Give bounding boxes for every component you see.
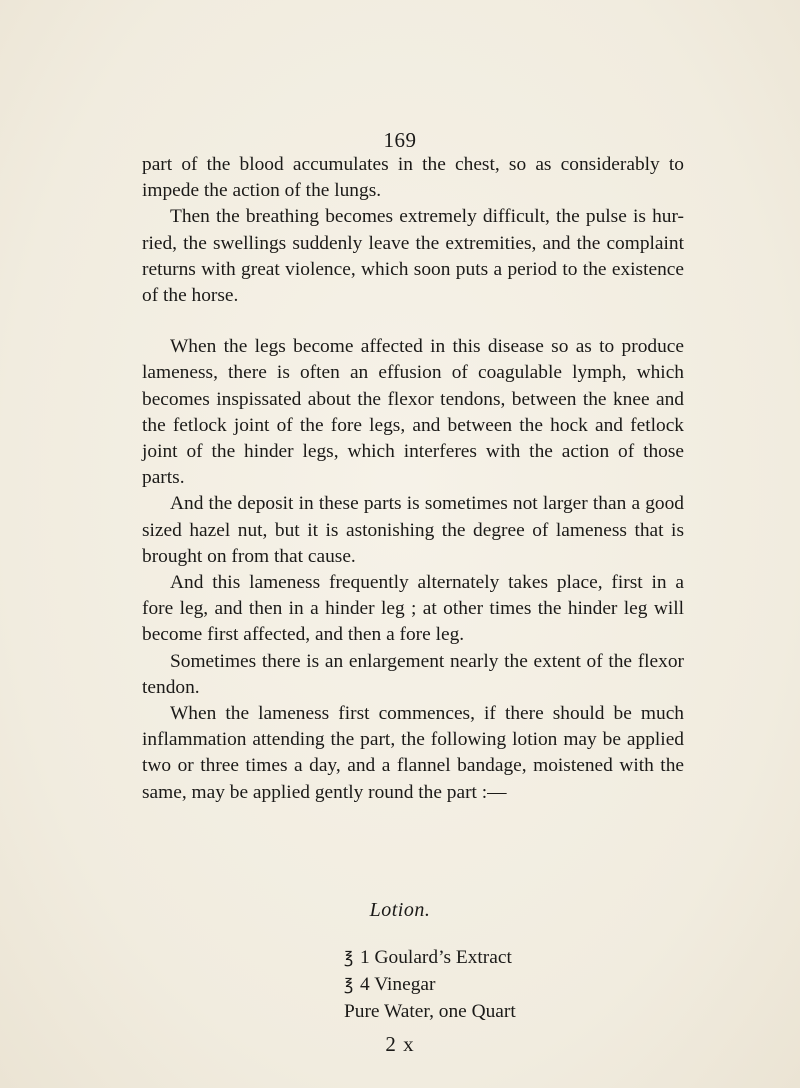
recipe-list: [344, 945, 516, 1025]
paragraph: part of the blood accumulates in the chest, so as considerably to impede the action of the lungs.: [142, 154, 684, 202]
paragraph: Sometimes there is an enlargement nearly the extent of the flexor tendon.: [142, 650, 684, 698]
recipe-item-text: 4 Vinegar: [360, 974, 436, 995]
ounce-symbol: ℥: [344, 977, 354, 994]
signature-mark: 2 x: [385, 1032, 415, 1056]
body-text: [142, 152, 684, 806]
paragraph: When the lameness first commences, if there should be much inflammation attending the part, the following lotion may be applied two or three times a day, and a flannel bandage, moistened with the same, may be applied gently round the part :—: [142, 703, 684, 803]
recipe-item: [344, 972, 516, 999]
ounce-symbol: ℥: [344, 950, 354, 967]
lotion-heading: Lotion.: [369, 899, 431, 921]
paragraph: And this lameness frequently alternately takes place, first in a fore leg, and then in a hinder leg ; at other times the hinder leg will become first affected, and then a fore leg.: [142, 572, 684, 646]
recipe-item: [344, 945, 516, 972]
page-number: 169: [383, 128, 417, 152]
recipe-item-text: 1 Goulard’s Extract: [360, 947, 512, 968]
paragraph: And the deposit in these parts is sometimes not larger than a good sized hazel nut, but it is astonishing the degree of lameness that is brought on from that cause.: [142, 493, 684, 567]
paragraph: Then the breathing becomes extremely difficult, the pulse is hur- ried, the swellings suddenly leave the extremities, and the complaint returns with great violence, which soon puts a period to the existence of the horse.: [142, 206, 684, 307]
recipe-item: [344, 999, 516, 1025]
recipe-item-text: Pure Water, one Quart: [344, 1001, 516, 1022]
paragraph: When the legs become affected in this disease so as to produce lameness, there is often an effusion of coagulable lymph, which becomes inspissated about the flexor tendons, between the knee and the fetlock joint of the fore legs, and between the hock and fetlock joint of the hinder legs, which interferes with the action of those parts.: [142, 336, 684, 489]
